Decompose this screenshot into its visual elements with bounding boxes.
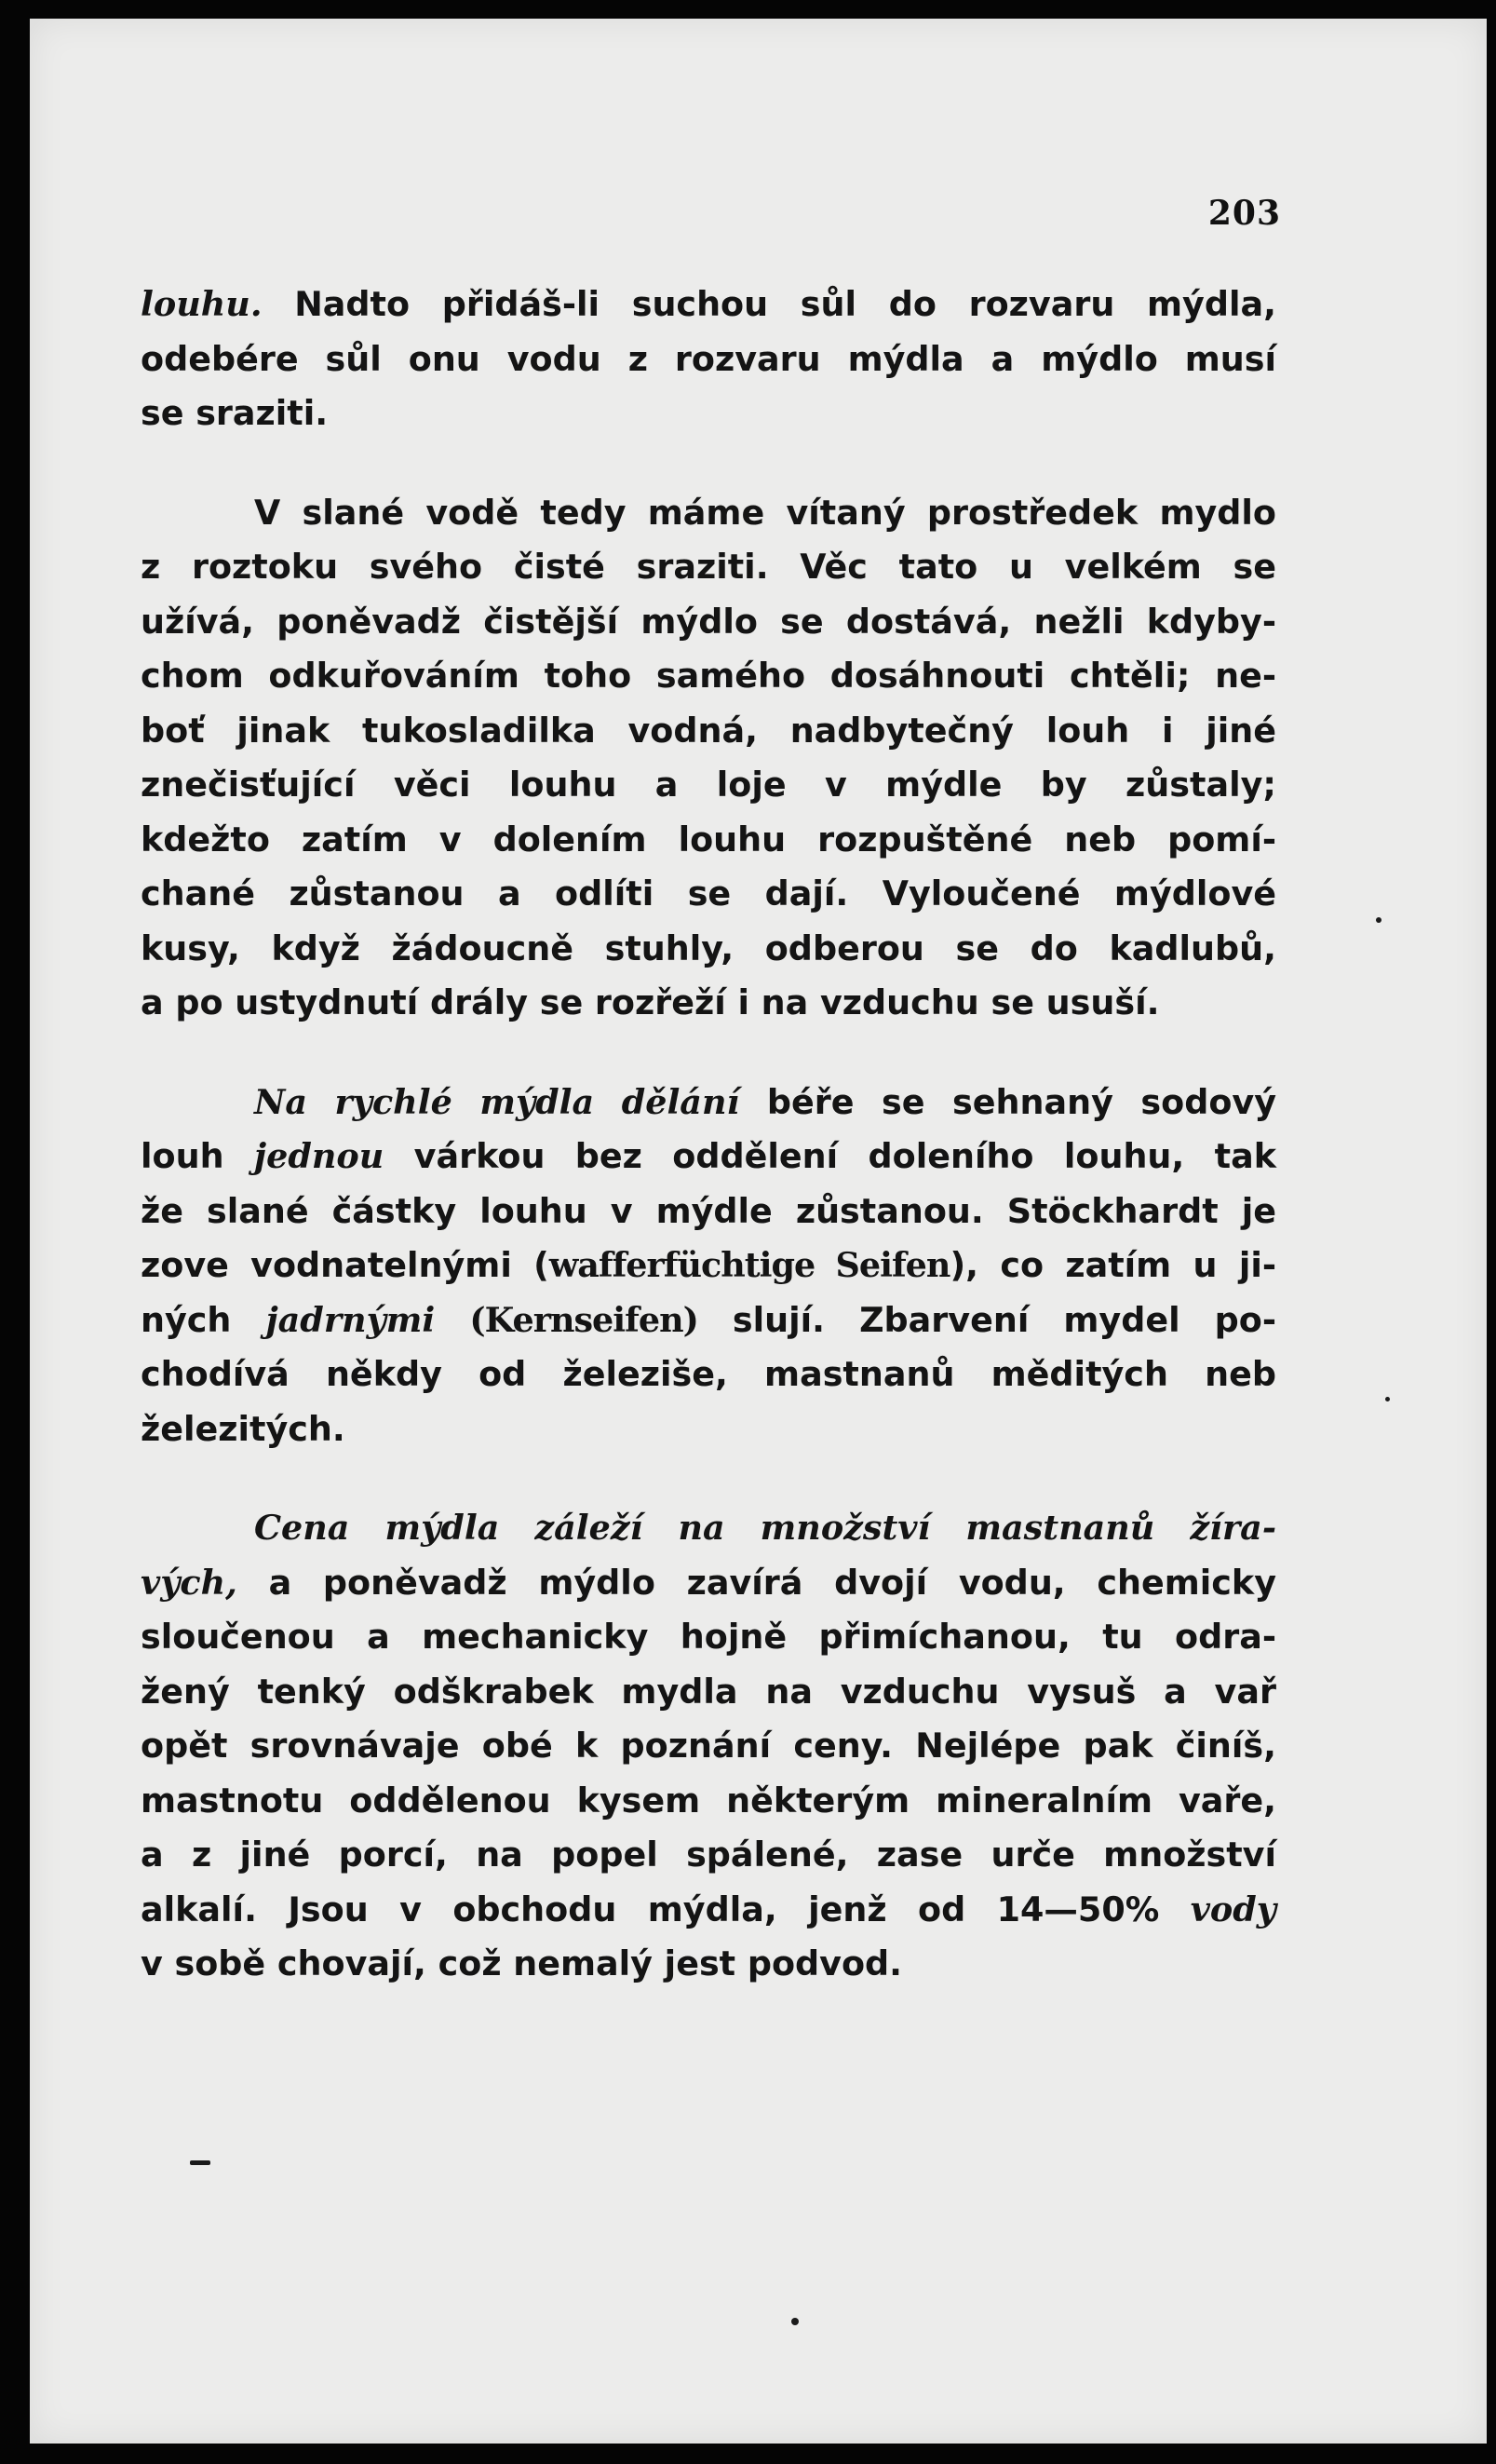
- scan-speck: [190, 2160, 210, 2165]
- line-text: a poněvadž mýdlo zavírá dvojí vodu, chemicky: [236, 1562, 1276, 1603]
- line-text: várkou bez oddělení doleního louhu, tak: [384, 1136, 1276, 1176]
- text-line: [141, 278, 1276, 332]
- paragraph-1: [141, 278, 1276, 441]
- paragraph-gap: [141, 441, 1276, 486]
- page-number: 203: [1207, 194, 1281, 233]
- line-text: ), co zatím u ji-: [950, 1245, 1276, 1285]
- line-text: Nadto přidáš-li suchou sůl do rozvaru mýdla,: [262, 284, 1276, 324]
- italic-word: vody: [1190, 1889, 1276, 1929]
- line-text: béře se sehnaný sodový: [739, 1081, 1276, 1122]
- scan-speck: [1376, 917, 1381, 923]
- text-line: [141, 1501, 1276, 1556]
- paragraph-4: [141, 1501, 1276, 1992]
- text-line: a z jiné porcí, na popel spálené, zase urče množství: [141, 1834, 1276, 1875]
- fraktur-term: wafferfüchtige Seifen: [548, 1245, 950, 1285]
- italic-phrase: Na rychlé mýdla dělání: [254, 1081, 740, 1122]
- text-line: odebére sůl onu vodu z rozvaru mýdla a mýdlo musí: [141, 338, 1276, 379]
- text-line: žený tenký odškrabek mydla na vzduchu vysuš a vař: [141, 1671, 1276, 1712]
- body-text: [141, 278, 1276, 1992]
- text-line: se sraziti.: [141, 393, 329, 433]
- text-line: znečisťující věci louhu a loje v mýdle by zůstaly;: [141, 765, 1276, 805]
- text-line: V slané vodě tedy máme vítaný prostředek mydlo: [254, 492, 1276, 533]
- text-line: v sobě chovají, což nemalý jest podvod.: [141, 1943, 903, 1983]
- paragraph-gap: [141, 1456, 1276, 1501]
- scan-speck: [1385, 1397, 1390, 1401]
- line-text: louh: [141, 1136, 254, 1176]
- text-line: opět srovnávaje obé k poznání ceny. Nejlépe pak činíš,: [141, 1726, 1276, 1766]
- fraktur-term: (Kernseifen): [469, 1299, 698, 1340]
- italic-phrase: Cena mýdla záleží na množství mastnanů žíra-: [254, 1508, 1276, 1548]
- text-line: [141, 1130, 1276, 1185]
- paragraph-3: [141, 1076, 1276, 1457]
- text-line: že slané částky louhu v mýdle zůstanou. Stöckhardt je: [141, 1190, 1276, 1231]
- text-line: a po ustydnutí drály se rozřeží i na vzduchu se usuší.: [141, 982, 1160, 1022]
- italic-word: louhu.: [141, 284, 263, 324]
- text-line: kusy, když žádoucně stuhly, odberou se do kadlubů,: [141, 927, 1276, 968]
- line-text: slují. Zbarvení mydel po-: [697, 1299, 1276, 1340]
- text-line: užívá, poněvadž čistější mýdlo se dostává, nežli kdyby-: [141, 601, 1276, 642]
- italic-word: jadrnými: [265, 1299, 436, 1340]
- text-line: chané zůstanou a odlíti se dají. Vyloučené mýdlové: [141, 873, 1276, 914]
- italic-word: jednou: [253, 1136, 384, 1176]
- line-text: ných: [141, 1299, 266, 1340]
- paragraph-2: [141, 486, 1276, 1031]
- text-line: [141, 1293, 1276, 1348]
- text-line: chom odkuřováním toho samého dosáhnouti chtěli; ne-: [141, 656, 1276, 696]
- text-line: [141, 1556, 1276, 1611]
- text-line: chodívá někdy od železiše, mastnanů měditých neb: [141, 1354, 1276, 1394]
- text-line: sloučenou a mechanicky hojně přimíchanou, tu odra-: [141, 1617, 1276, 1657]
- text-line: mastnotu oddělenou kysem některým mineralním vaře,: [141, 1780, 1276, 1821]
- text-line: kdežto zatím v dolením louhu rozpuštěné neb pomí-: [141, 819, 1276, 860]
- scan-speck: [791, 2318, 799, 2325]
- line-text: zove vodnatelnými (: [141, 1245, 549, 1285]
- text-line: [141, 1076, 1276, 1130]
- text-line: železitých.: [141, 1408, 345, 1449]
- text-line: [141, 1883, 1276, 1938]
- text-line: [141, 1239, 1276, 1293]
- paragraph-gap: [141, 1031, 1276, 1076]
- text-line: boť jinak tukosladilka vodná, nadbytečný louh i jiné: [141, 710, 1276, 751]
- italic-word: vých,: [141, 1562, 237, 1603]
- line-text: alkalí. Jsou v obchodu mýdla, jenž od 14—50%: [141, 1889, 1191, 1929]
- text-line: z roztoku svého čisté sraziti. Věc tato u velkém se: [141, 547, 1276, 587]
